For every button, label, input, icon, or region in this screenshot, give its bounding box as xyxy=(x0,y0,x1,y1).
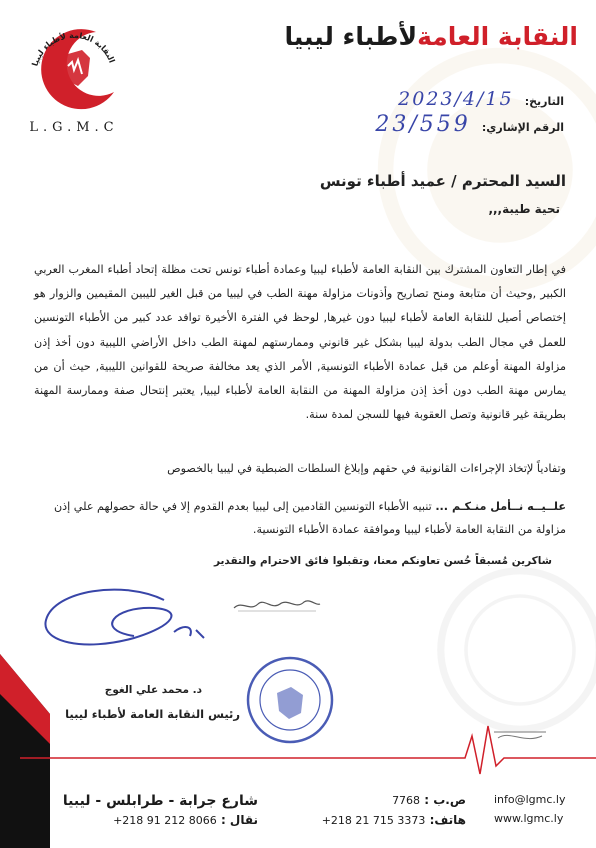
request-text: تنبيه الأطباء التونسين القادمين إلى ليبيا بعدم القدوم إلا في حالة حصولهم علي إذن مزاولة من النقابة العامة لأطباء ليبيا وموافقة عمادة الأطباء التونسية. xyxy=(53,500,566,536)
logo-arc-text: النقابة العامة لأطباء ليبيا xyxy=(30,30,117,68)
footer-mobile-number: +218 91 212 8066 xyxy=(113,814,217,827)
footer-address: شارع جرابة - طرابلس - ليبيا xyxy=(62,793,258,809)
handwritten-signature-icon xyxy=(34,580,214,660)
calligraphy-signature-icon xyxy=(232,596,322,614)
date-label: التاريخ: xyxy=(524,95,564,108)
greeting-line: تحية طيبة,,, xyxy=(488,202,560,216)
closing-thanks: شاكرين مُسبقاً حُسن تعاونكم معنا، وتقبلوا فائق الاحترام والتقدير xyxy=(213,555,552,567)
heartbeat-line-icon xyxy=(20,718,596,778)
signatory-name: د. محمد علي الغوج xyxy=(104,684,202,696)
reference-label: الرقم الإشاري: xyxy=(481,121,564,134)
logo-letters: L.G.M.C xyxy=(29,120,119,135)
signatory-title: رئيس النقابة العامة لأطباء ليبيا xyxy=(65,707,240,721)
organization-title-red: النقابة العامة xyxy=(417,22,578,51)
recipient-line: السيد المحترم / عميد أطباء تونس xyxy=(319,172,566,190)
organization-title-dark: لأطباء ليبيا xyxy=(284,22,418,51)
watermark-stamp-icon xyxy=(430,560,596,740)
reference-value: 23/559 xyxy=(375,112,471,137)
body-paragraph-1: في إطار التعاون المشترك بين النقابة العامة لأطباء ليبيا وعمادة أطباء تونس تحت مظلة إتحاد أطباء المغرب العربي الكبير ,وحيث أن متابعة ومنح تصاريح وأذونات مزاولة مهنة الطب في ليبيا من قبل الغير لليبين المقيمين والزوار هو إختصاص أصيل للنقابة العامة لأطباء ليبيا دون غيرها, لوحظ في الفترة الأخيرة توافد عدد كبير من الأطباء التونسين للعمل في مجال الطب بدولة ليبيا بشكل غير قانوني وممارستهم لمهنة الطب داخل الأراضي الليبية دون أخذ إذن مزاولة المهنة أوعلم من قبل عمادة الأطباء التونسية, الأمر الذي يعد مخالفة صريحة للقوانين الليبية, حيث أن من يمارس مهنة الطب دون أخذ إذن مزاولة المهنة من النقابة العامة لأطباء ليبيا, يعتبر إنتحال صفة وممارسة المهنة بطريقة غير قانونية وتصل العقوبة فيها للسجن لمدة سنة. xyxy=(34,263,566,422)
body-paragraph-2: وتفادياً لإتخاذ الإجراءات القانونية في حقهم وإبلاغ السلطات الضبطية في ليبيا بالخصوص xyxy=(167,462,566,475)
lgmc-logo-icon xyxy=(24,14,124,139)
organization-title xyxy=(158,22,578,51)
date-line xyxy=(398,88,564,110)
footer-phone-label: هاتف: xyxy=(429,813,466,827)
footer-website-link[interactable]: www.lgmc.ly xyxy=(494,812,564,825)
footer-email-link[interactable]: info@lgmc.ly xyxy=(494,793,566,806)
footer-mobile xyxy=(113,813,258,827)
footer-mobile-label: نقال : xyxy=(220,813,258,827)
footer-phone xyxy=(322,813,466,827)
footer-phone-number: +218 21 715 3373 xyxy=(321,814,426,827)
footer-pobox-label: ص.ب : xyxy=(424,793,466,807)
footer-pobox-number: 7768 xyxy=(392,794,421,807)
date-value: 2023/4/15 xyxy=(398,88,514,110)
reference-line xyxy=(375,112,564,137)
request-lead: علــيــه نــأمل منـكـم ... xyxy=(435,500,566,513)
body-paragraph-3 xyxy=(34,495,566,541)
footer-pobox xyxy=(392,793,466,807)
